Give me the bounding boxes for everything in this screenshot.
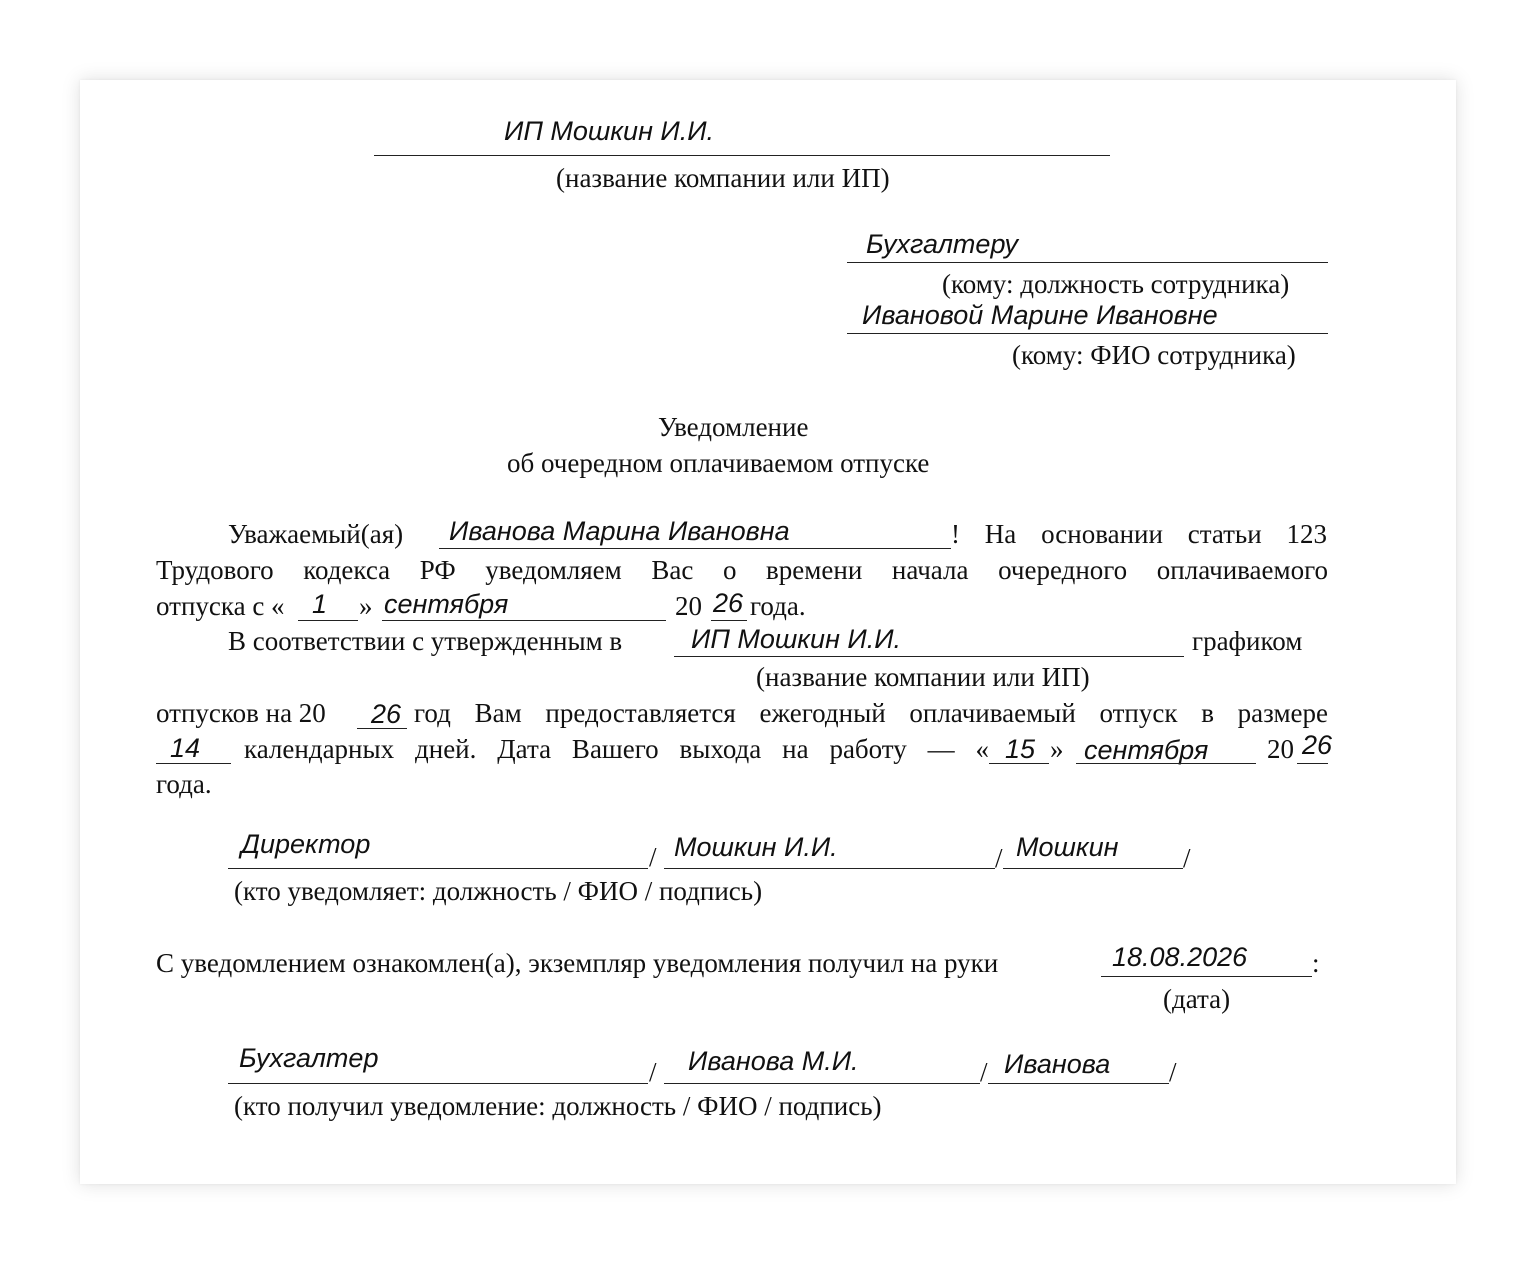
notifier-name-line — [664, 868, 995, 869]
notifier-separator-2: / — [995, 843, 1003, 873]
paragraph2-prefix: В соответствии с утвержденным в — [228, 626, 623, 656]
schedule-year-prefix: отпусков на 20 — [156, 698, 326, 728]
return-day-value: 15 — [1005, 734, 1036, 764]
employee-name-value: Иванова Марина Ивановна — [449, 516, 790, 546]
company-name-line — [374, 155, 1110, 156]
notifier-separator-1: / — [649, 842, 657, 872]
recipient-separator-1: / — [649, 1057, 657, 1087]
company-name-value: ИП Мошкин И.И. — [504, 116, 715, 146]
recipient-name-signature-line — [664, 1083, 980, 1084]
document-subtitle: об очередном оплачиваемом отпуске — [507, 448, 930, 478]
recipient-name-caption: (кому: ФИО сотрудника) — [1012, 340, 1296, 370]
start-day-line — [298, 620, 358, 621]
return-month-line — [1076, 763, 1256, 764]
return-month-value: сентября — [1084, 735, 1209, 765]
acknowledgment-text: С уведомлением ознакомлен(а), экземпляр уведомления получил на руки — [156, 948, 999, 978]
paragraph1-line3-prefix: отпуска с « — [156, 591, 285, 621]
recipient-signature-line — [988, 1083, 1169, 1084]
recipient-signature-value: Иванова — [1004, 1049, 1111, 1079]
vacation-days-line — [156, 763, 231, 764]
schedule-year-value: 26 — [371, 699, 402, 729]
start-year-value: 26 — [713, 588, 744, 618]
paragraph2-company-value: ИП Мошкин И.И. — [691, 624, 902, 654]
recipient-position-signature-line — [228, 1083, 648, 1084]
recipient-name-signature-value: Иванова М.И. — [688, 1046, 859, 1076]
notifier-separator-3: / — [1183, 843, 1191, 873]
notifier-name-value: Мошкин И.И. — [674, 832, 838, 862]
paragraph2-line3-middle: календарных дней. Дата Вашего выхода на работу — « — [244, 734, 989, 764]
notifier-caption: (кто уведомляет: должность / ФИО / подпись) — [234, 876, 763, 906]
start-month-value: сентября — [384, 589, 509, 619]
return-day-line — [989, 763, 1049, 764]
return-year-prefix: 20 — [1267, 734, 1294, 764]
return-year-value: 26 — [1302, 730, 1333, 760]
notifier-position-line — [228, 868, 648, 869]
recipient-caption: (кто получил уведомление: должность / ФИО / подпись) — [234, 1091, 882, 1121]
recipient-position-caption: (кому: должность сотрудника) — [942, 269, 1290, 299]
notifier-position-value: Директор — [241, 829, 371, 859]
paragraph2-last-line: года. — [156, 769, 212, 799]
company-name-caption: (название компании или ИП) — [556, 163, 890, 193]
schedule-year-line — [357, 728, 407, 729]
acknowledgment-date-line — [1101, 976, 1312, 977]
recipient-separator-2: / — [980, 1057, 988, 1087]
greeting-prefix: Уважаемый(ая) — [228, 519, 404, 549]
return-quote-close: » — [1050, 734, 1064, 764]
acknowledgment-date-caption: (дата) — [1163, 984, 1231, 1014]
document-title: Уведомление — [658, 412, 809, 442]
recipient-position-signature-value: Бухгалтер — [239, 1043, 379, 1073]
paragraph1-line2: Трудового кодекса РФ уведомляем Вас о времени начала очередного оплачиваемого — [156, 555, 1328, 585]
start-year-line — [711, 620, 747, 621]
notifier-signature-value: Мошкин — [1016, 832, 1119, 862]
paragraph2-company-caption: (название компании или ИП) — [756, 662, 1090, 692]
recipient-name-line — [847, 333, 1328, 334]
paragraph1-line1-rest: ! На основании статьи 123 — [951, 519, 1327, 549]
notifier-signature-line — [1003, 868, 1183, 869]
employee-name-line — [439, 548, 951, 549]
start-year-suffix: года. — [750, 591, 806, 621]
recipient-position-line — [847, 262, 1328, 263]
recipient-name-value: Ивановой Марине Ивановне — [862, 300, 1218, 330]
paragraph2-line2-rest: год Вам предоставляется ежегодный оплачиваемый отпуск в размере — [414, 698, 1328, 728]
recipient-separator-3: / — [1169, 1057, 1177, 1087]
recipient-position-value: Бухгалтеру — [866, 229, 1019, 259]
acknowledgment-colon: : — [1312, 948, 1320, 978]
start-day-value: 1 — [312, 589, 328, 619]
vacation-days-value: 14 — [170, 733, 201, 763]
acknowledgment-date-value: 18.08.2026 — [1112, 942, 1248, 972]
start-year-prefix: 20 — [675, 591, 702, 621]
paragraph2-company-line — [674, 656, 1184, 657]
return-year-line — [1297, 763, 1328, 764]
start-quote-close: » — [359, 591, 373, 621]
paragraph2-suffix: графиком — [1192, 626, 1303, 656]
start-month-line — [382, 620, 666, 621]
